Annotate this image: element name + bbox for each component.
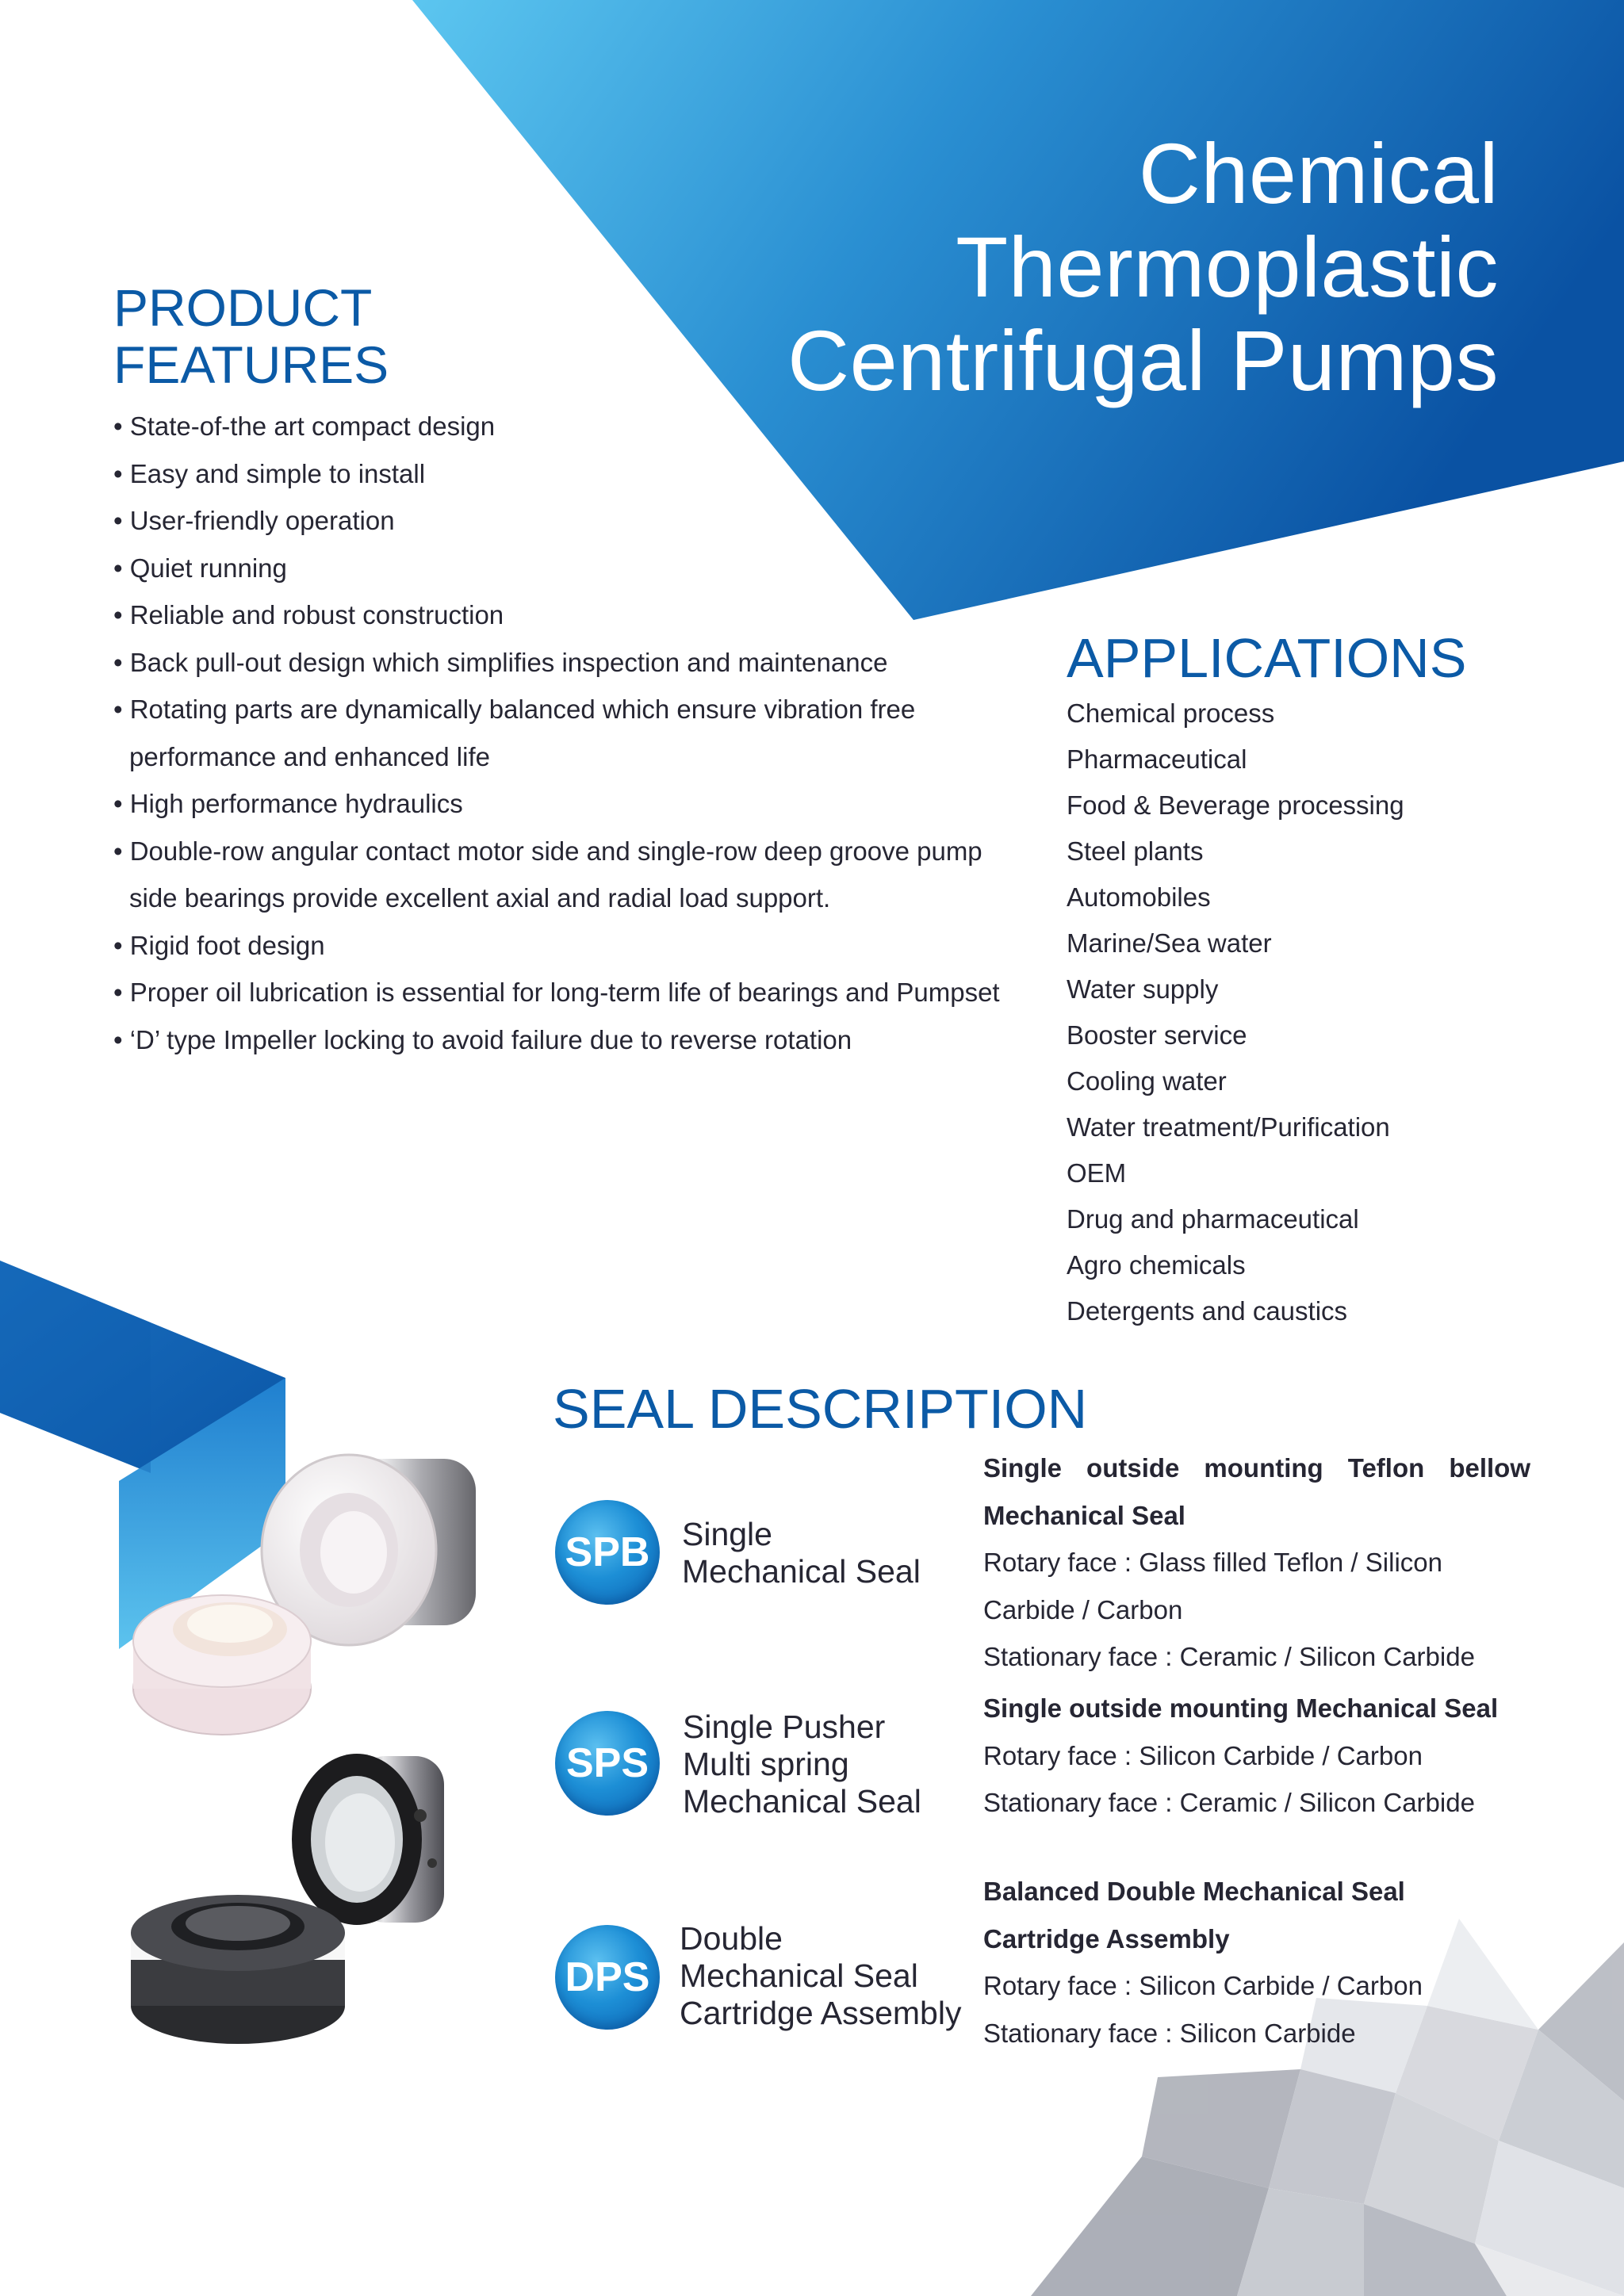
feature-item-continuation [113,874,1065,922]
application-item: OEM [1067,1158,1127,1188]
feature-item: • Reliable and robust construction [113,600,504,629]
page-title [787,127,1499,408]
application-item: Food & Beverage processing [1067,790,1404,820]
feature-item: • Proper oil lubrication is essential for long-term life of bearings and Pumpset [113,978,1000,1007]
application-item: Agro chemicals [1067,1250,1246,1280]
product-features-heading [113,279,389,393]
application-item: Automobiles [1067,882,1211,912]
seal-description-heading: SEAL DESCRIPTION [553,1378,1088,1440]
feature-item: • ‘D’ type Impeller locking to avoid failure due to reverse rotation [113,1024,852,1054]
dps-seal-image [131,1895,345,2044]
feature-item-continuation [113,733,1065,781]
spb-seal-image [133,1455,476,1735]
heading-line: FEATURES [113,335,389,394]
seal-detail-line: Rotary face : Silicon Carbide / Carbon [983,1971,1423,2000]
feature-item: • User-friendly operation [113,506,395,535]
seal-detail-line: Stationary face : Ceramic / Silicon Carbide [983,1788,1475,1817]
feature-item: • Back pull-out design which simplifies inspection and maintenance [113,647,888,677]
seal-name-line: Double [680,1920,783,1957]
feature-item: • Quiet running [113,553,287,583]
seal-name-line: Mechanical Seal [683,1783,921,1820]
seal-detail-bold: Balanced Double Mechanical Seal [983,1877,1405,1906]
dps-seal-name [680,1920,961,2032]
product-features-list [113,403,1065,1063]
seal-detail-bold: Single outside mounting Teflon bellow [983,1453,1530,1483]
feature-item: • Double-row angular contact motor side and single-row deep groove pump [113,836,982,866]
spb-seal-details [983,1445,1530,1681]
dps-seal-details [983,1868,1530,2057]
application-item: Cooling water [1067,1066,1227,1096]
heading-line: PRODUCT [113,278,373,337]
title-line-2: Thermoplastic [956,219,1499,315]
seal-name-line: Single Pusher [683,1709,886,1745]
continuation-text: side bearings provide excellent axial and radial load support. [129,883,831,913]
application-item: Pharmaceutical [1067,744,1247,774]
seal-name-line: Mechanical Seal [680,1957,918,1994]
application-item: Water treatment/Purification [1067,1112,1390,1142]
feature-item: • Rigid foot design [113,930,325,960]
dps-badge: DPS [555,1925,660,2030]
application-item: Drug and pharmaceutical [1067,1204,1359,1234]
application-item: Steel plants [1067,836,1204,866]
sps-seal-details [983,1685,1530,1827]
seal-detail-line: Rotary face : Glass filled Teflon / Silicon [983,1548,1442,1577]
seal-name-line: Cartridge Assembly [680,1995,962,2031]
application-item: Chemical process [1067,698,1275,728]
sps-badge: SPS [555,1711,660,1816]
applications-list [1067,691,1404,1334]
seal-detail-line: Stationary face : Ceramic / Silicon Carbide [983,1642,1475,1671]
title-line-3: Centrifugal Pumps [787,312,1499,408]
feature-item: • High performance hydraulics [113,789,463,818]
feature-item: • State-of-the art compact design [113,411,496,441]
seal-detail-line: Stationary face : Silicon Carbide [983,2018,1356,2048]
sps-seal-image [292,1754,444,1925]
application-item: Marine/Sea water [1067,928,1272,958]
left-accent-shade [0,1261,151,1473]
mechanical-seal-images [119,1451,547,2045]
seal-name-line: Single [682,1516,772,1552]
application-item: Booster service [1067,1020,1247,1050]
seal-name-line: Mechanical Seal [682,1553,921,1590]
application-item: Water supply [1067,974,1219,1004]
seal-detail-bold: Single outside mounting Mechanical Seal [983,1693,1499,1723]
seal-detail-bold: Cartridge Assembly [983,1923,1230,1954]
feature-item: • Rotating parts are dynamically balanced which ensure vibration free [113,695,916,724]
continuation-text: performance and enhanced life [129,741,490,771]
seal-detail-bold: Mechanical Seal [983,1500,1185,1530]
spb-seal-name [682,1516,921,1590]
title-line-1: Chemical [1138,125,1499,221]
sps-seal-name [683,1709,921,1820]
seal-name-line: Multi spring [683,1746,849,1782]
feature-item: • Easy and simple to install [113,458,426,488]
seal-detail-line: Carbide / Carbon [983,1594,1183,1624]
spb-badge: SPB [555,1500,660,1605]
applications-heading: APPLICATIONS [1067,627,1467,689]
seal-detail-line: Rotary face : Silicon Carbide / Carbon [983,1740,1423,1770]
application-item: Detergents and caustics [1067,1296,1348,1326]
